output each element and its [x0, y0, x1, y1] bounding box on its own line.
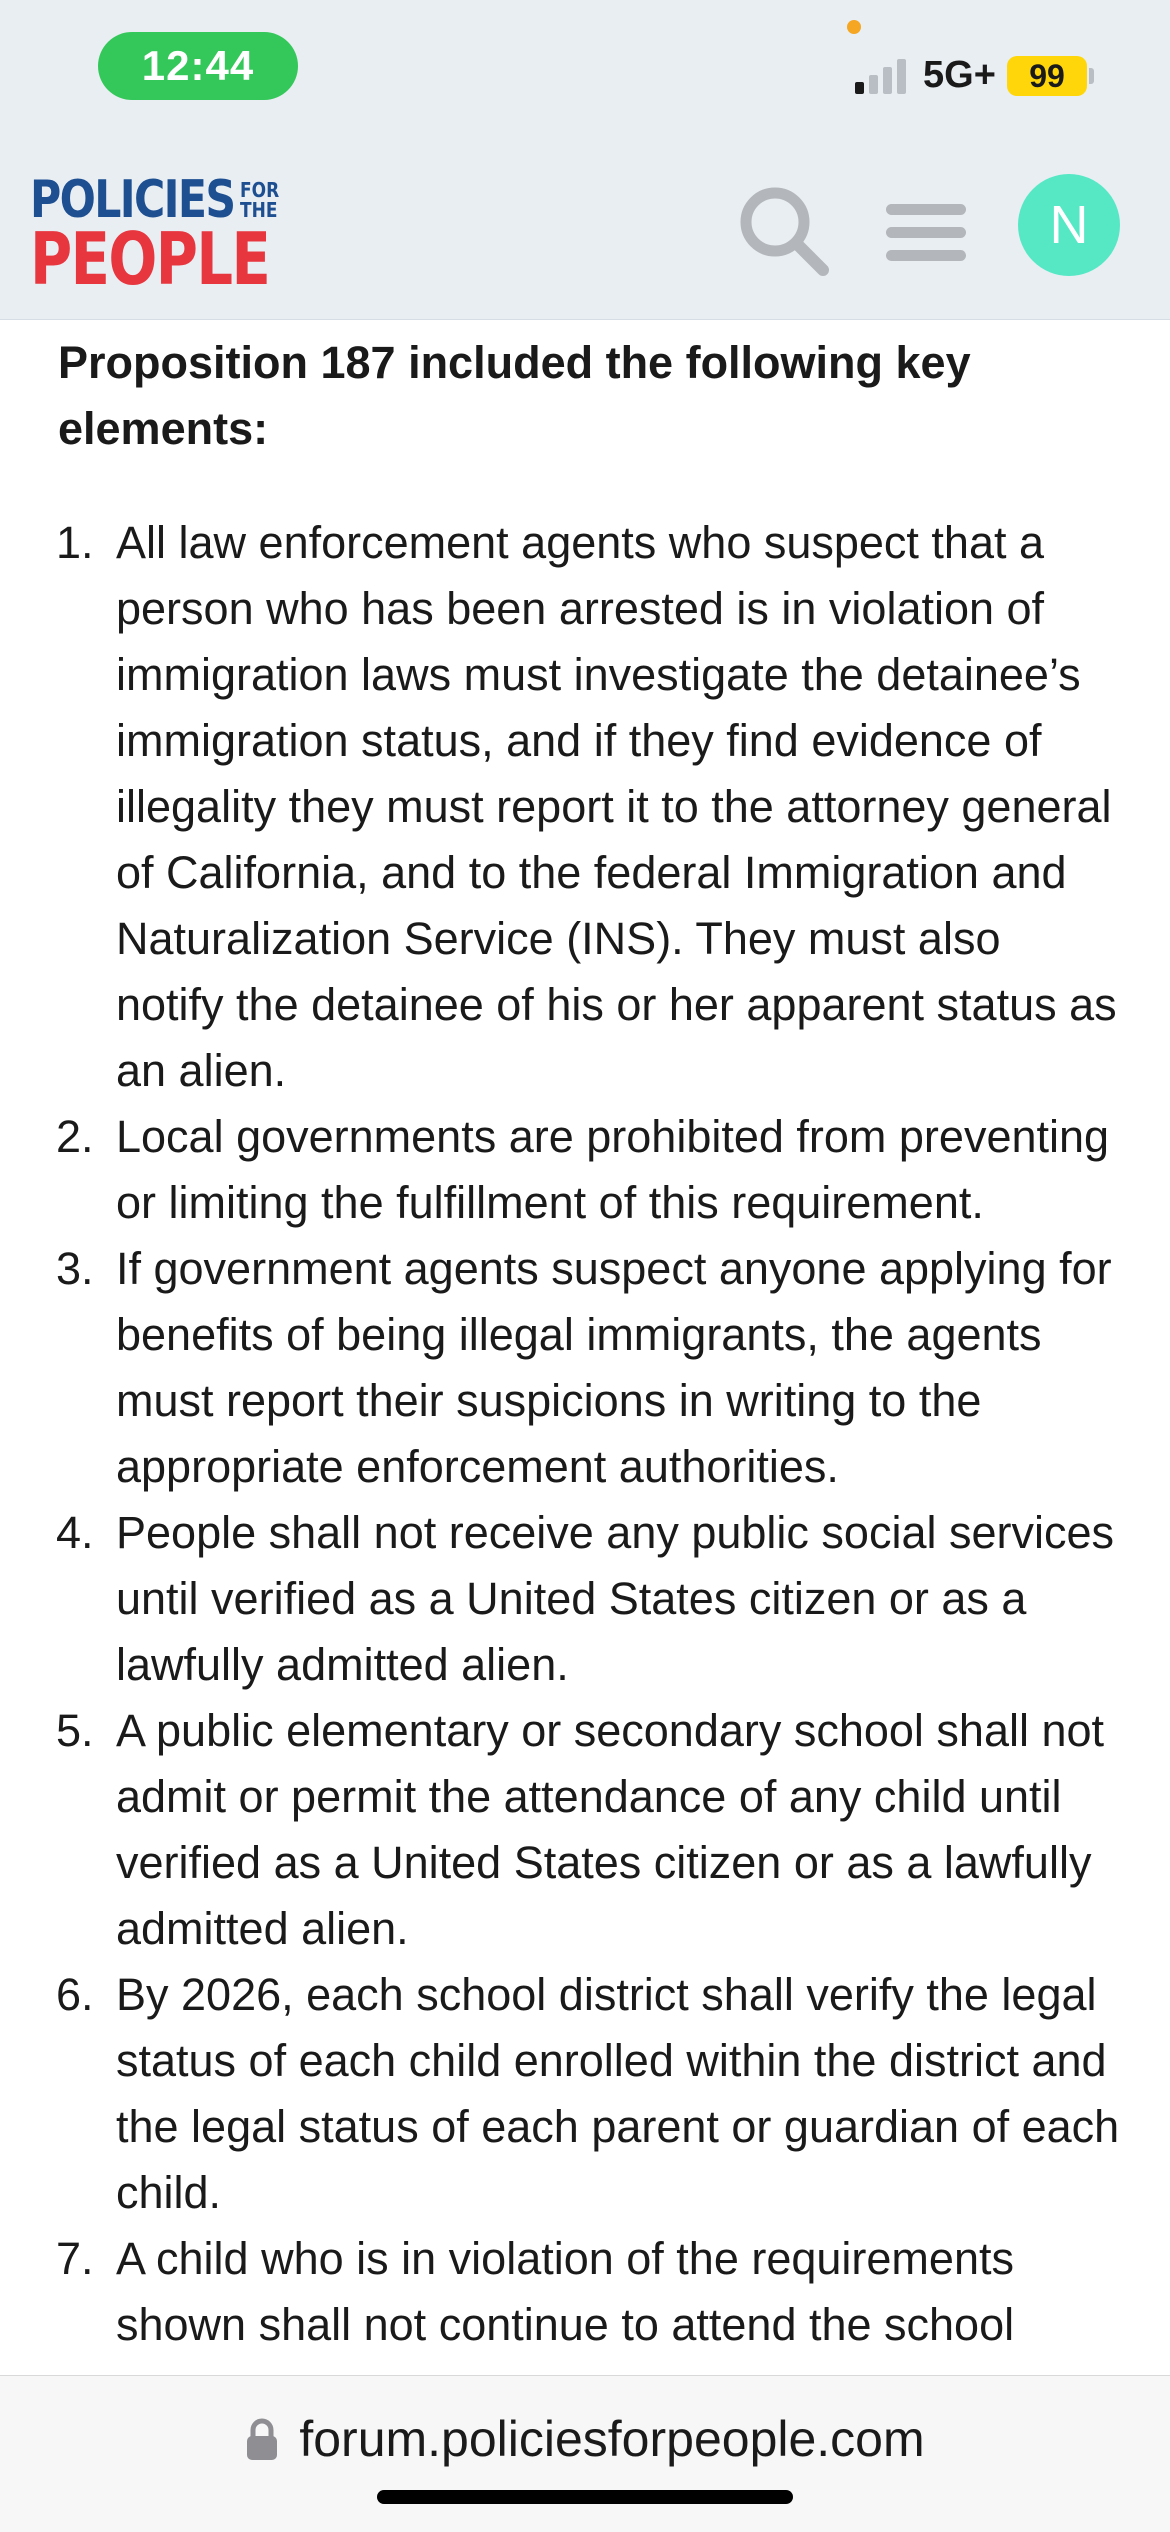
battery-nub-icon — [1089, 68, 1094, 84]
list-item-text: People shall not receive any public social services until verified as a United States citizen or as a lawfully admitted alien. — [116, 1507, 1115, 1690]
list-item-text: All law enforcement agents who suspect that a person who has been arrested is in violation of immigration laws must investigate the detainee’s immigration status, and if they find evidence of illegality they must report it to the attorney general of California, and to the federal Immigration and Naturalization Service (INS). They must also notify the detainee of his or her apparent status as an alien. — [116, 517, 1117, 1096]
article-content — [0, 320, 1170, 2375]
cellular-signal-icon — [855, 58, 915, 94]
list-item-number: 3. — [56, 1243, 94, 1294]
list-item — [0, 1236, 1170, 1500]
logo-policies: POLICIES — [30, 170, 235, 230]
logo-people: PEOPLE — [30, 217, 270, 301]
url-field[interactable] — [0, 2410, 1170, 2468]
lock-icon — [245, 2417, 279, 2461]
list-item-number: 5. — [56, 1705, 94, 1756]
list-item — [0, 2226, 1170, 2358]
status-time[interactable]: 12:44 — [98, 32, 298, 100]
menu-icon[interactable] — [886, 192, 970, 272]
search-icon[interactable] — [735, 182, 835, 282]
logo-the: THE — [240, 198, 278, 222]
list-item-text: By 2026, each school district shall verify the legal status of each child enrolled within the district and the legal status of each parent or guardian of each child. — [116, 1969, 1120, 2218]
list-item-number: 2. — [56, 1111, 94, 1162]
list-item-text: A child who is in violation of the requirements shown shall not continue to attend the school — [116, 2233, 1015, 2350]
list-item-number: 6. — [56, 1969, 94, 2020]
list-item — [0, 1104, 1170, 1236]
list-item — [0, 1500, 1170, 1698]
home-indicator[interactable] — [377, 2490, 793, 2504]
list-item-text: A public elementary or secondary school shall not admit or permit the attendance of any child until verified as a United States citizen or as a lawfully admitted alien. — [116, 1705, 1105, 1954]
url-text[interactable]: forum.policiesforpeople.com — [299, 2411, 925, 2467]
network-type: 5G+ — [923, 54, 996, 96]
site-header — [0, 140, 1170, 320]
site-logo[interactable] — [30, 170, 310, 301]
list-item — [0, 510, 1170, 1104]
list-item — [0, 1962, 1170, 2226]
browser-url-bar[interactable] — [0, 2375, 1170, 2532]
logo-for: FOR — [240, 178, 280, 202]
list-item-text: Local governments are prohibited from preventing or limiting the fulfillment of this requirement. — [116, 1111, 1110, 1228]
status-bar — [0, 0, 1170, 140]
list-item-text: If government agents suspect anyone applying for benefits of being illegal immigrants, the agents must report their suspicions in writing to the appropriate enforcement authorities. — [116, 1243, 1112, 1492]
battery-indicator: 99 — [1007, 56, 1087, 96]
list-item-number: 1. — [56, 517, 94, 568]
list-item — [0, 1698, 1170, 1962]
mic-indicator-icon — [847, 20, 861, 34]
list-item-number: 7. — [56, 2233, 94, 2284]
article-intro: Proposition 187 included the following key elements: — [58, 337, 971, 454]
key-elements-list — [0, 510, 1170, 2358]
list-item-number: 4. — [56, 1507, 94, 1558]
user-avatar[interactable]: N — [1018, 174, 1120, 276]
